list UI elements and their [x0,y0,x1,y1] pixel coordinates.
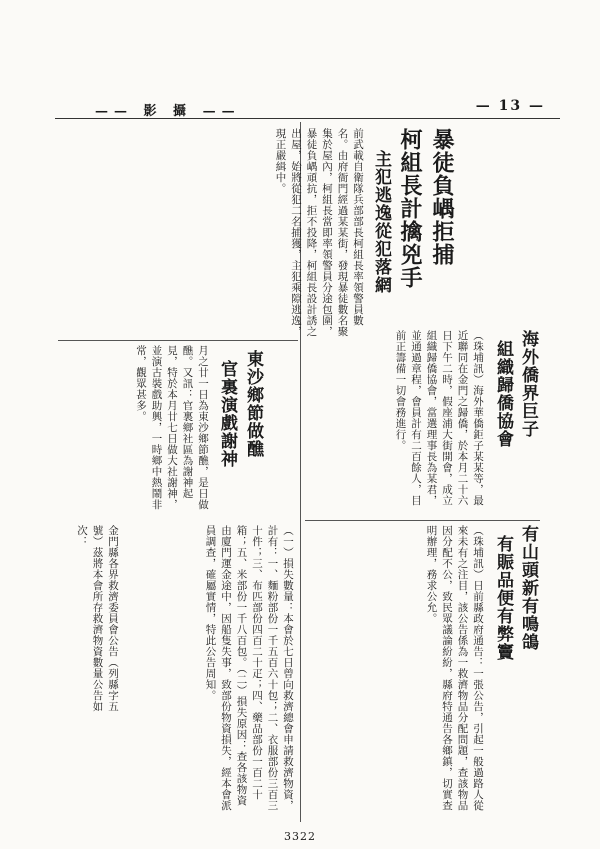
section-header: —— 影 攝 —— [95,104,241,119]
page-number: — 13 — [475,98,545,114]
article1-body: 前武載自衛隊兵部部長柯組長率領警員數名。由府衙門經過某某街，發現暴徒數名聚集於屋內，柯組長當即率領警員分途包圍，暴徒負嵎頑抗，拒不投降，柯組長設計誘之出屋，始將從犯二名捕獲，主犯乘隙逃逸，現正嚴緝中。 [274,128,364,337]
article3-body: （珠埔訊）海外華僑鉅子某某等，最近聯同在金門之歸僑，於本月二十六日下午二時，假座浦大街開會，成立組織歸僑協會，當選理事長為某君，並通過章程，會員計有二百餘人，目前正籌備一切會務進行。 [394,330,484,506]
divider-1 [58,340,298,341]
article3-title: 海外僑界巨子 [518,330,538,438]
article4-body: （珠埔訊）日前縣政府通告：一張公告，引起一般過路人從來未有之注目，該公告係為一救濟物品分配問題，查該物品因分配不公，致民眾議論紛紛，縣府特通告各鄉鎮，切實查明辦理，務求公允。 [425,525,484,811]
article1-title: 暴徒負嵎拒捕 [429,128,455,266]
article3-subtitle: 組織歸僑協會 [493,340,513,448]
divider-2 [305,520,540,521]
article4-title: 有山頭新有鳴鴿 [518,525,538,651]
article1-subtitle: 柯組長計擒兇手 [397,128,423,289]
article5-body: 金門縣各界救濟委員會公告（列縣字五號）茲將本會所存救濟物資數量公告如次： [76,525,119,712]
article2-title: 東沙鄉節做醮 [243,350,263,458]
article4-subtitle: 有賑品便有弊竇 [493,535,513,661]
article1-subtitle2: 主犯逃逸從犯落網 [371,150,391,294]
article2-body: 月之廿一日為東沙鄉節醮，是日做醮。又訊：官裏鄉社區為謝神起見，特於本月廿七日做大社謝神，並演古裝戲助興，一時鄉中熱鬧非常，觀眾甚多。 [135,345,209,510]
footer-page-number: 3322 [284,830,316,843]
header-rule [55,118,560,119]
article2-subtitle: 官裏演戲謝神 [217,360,237,468]
article6-body: （一）損失數量：本會於七日曾向救濟總會申請救濟物資，計有：一、麵粉部份一千五百六十包；二、衣服部份三百三十件；三、布匹部份四百二十疋；四、藥品部份一百二十箱；五、米部份一千八百包。（二）損失原因：查各該物資由廈門運金途中，因船隻失事，致部份物資損失，經本會派員調查，確屬實情，特此公告周知。 [204,525,294,811]
